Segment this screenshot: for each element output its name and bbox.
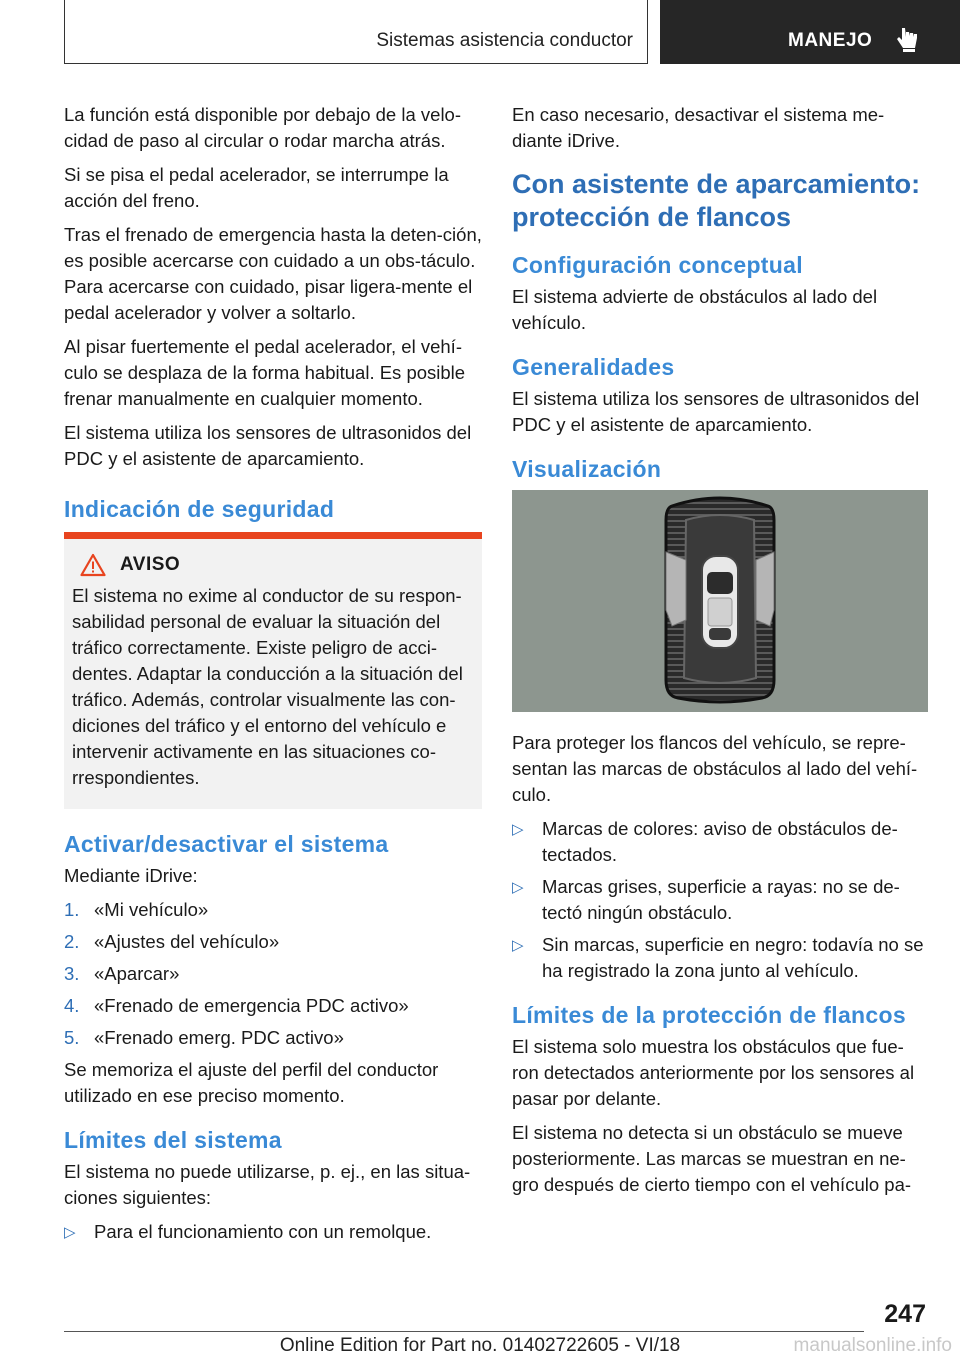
list-item xyxy=(64,1025,482,1051)
step-text: «Mi vehículo» xyxy=(94,899,209,920)
list-item xyxy=(512,874,930,926)
bullet-text: Sin marcas, superficie en negro: todavía no se ha registrado la zona junto al vehículo. xyxy=(542,934,924,981)
limits-heading: Límites del sistema xyxy=(64,1127,282,1153)
parking-display-image xyxy=(512,490,928,712)
flank-protection-heading: Con asistente de aparcamiento: protección de flancos xyxy=(512,169,921,232)
step-text: «Frenado emerg. PDC activo» xyxy=(94,1027,344,1048)
limits-text: El sistema no puede utilizarse, p. ej., en las situa-ciones siguientes: xyxy=(64,1161,471,1208)
paragraph: El sistema utiliza los sensores de ultrasonidos del PDC y el asistente de aparcamiento. xyxy=(64,422,472,469)
paragraph: El sistema no detecta si un obstáculo se mueve posteriormente. Las marcas se muestran en ne-gro después de cierto tiempo con el vehículo pa- xyxy=(512,1122,912,1195)
concept-text: El sistema advierte de obstáculos al lado del vehículo. xyxy=(512,286,878,333)
warning-title-row xyxy=(72,553,474,577)
warning-title: AVISO xyxy=(120,554,181,575)
step-number: 5. xyxy=(64,1027,80,1048)
paragraph: En caso necesario, desactivar el sistema me-diante iDrive. xyxy=(512,104,885,151)
bullet-triangle-icon: ▷ xyxy=(512,937,524,954)
right-column xyxy=(512,102,930,1206)
general-heading: Generalidades xyxy=(512,354,675,380)
header-section-box xyxy=(64,0,648,64)
paragraph: La función está disponible por debajo de la velo-cidad de paso al circular o rodar marcha atrás. xyxy=(64,104,462,151)
display-text: Para proteger los flancos del vehículo, se repre-sentan las marcas de obstáculos al lado del vehí-culo. xyxy=(512,732,918,805)
chapter-tab xyxy=(660,0,960,64)
warning-text: El sistema no exime al conductor de su respon-sabilidad personal de evaluar la situación del tráfico correctamente. Existe peligro de acci-dentes. Adaptar la conducción a la situación del tráfico. Además, controlar visualmente las con-diciones del tráfico y el entorno del vehículo e intervenir activamente en las situaciones co-rrespondientes. xyxy=(72,585,463,788)
general-text: El sistema utiliza los sensores de ultrasonidos del PDC y el asistente de aparcamiento. xyxy=(512,388,920,435)
steps-list xyxy=(64,897,482,1051)
bullet-triangle-icon: ▷ xyxy=(512,879,524,896)
left-column xyxy=(64,102,482,1252)
bullet-text: Marcas de colores: aviso de obstáculos de-tectados. xyxy=(542,818,898,865)
activate-heading: Activar/desactivar el sistema xyxy=(64,831,389,857)
edition-text: Online Edition for Part no. 01402722605 - VI/18 xyxy=(279,1335,681,1356)
parking-display-graphic xyxy=(512,490,928,712)
chapter-title: MANEJO xyxy=(788,30,873,51)
step-text: «Ajustes del vehículo» xyxy=(94,931,280,952)
concept-heading: Configuración conceptual xyxy=(512,252,803,278)
display-heading: Visualización xyxy=(512,456,662,482)
limits-list xyxy=(64,1219,482,1246)
list-item xyxy=(64,993,482,1019)
step-number: 4. xyxy=(64,995,80,1016)
list-item xyxy=(512,932,930,984)
bullet-text: Para el funcionamiento con un remolque. xyxy=(94,1221,432,1242)
activate-intro: Mediante iDrive: xyxy=(64,865,198,886)
step-number: 3. xyxy=(64,963,80,984)
warning-box xyxy=(64,539,482,809)
list-item xyxy=(64,1219,482,1246)
list-item xyxy=(64,929,482,955)
step-number: 1. xyxy=(64,899,80,920)
section-title: Sistemas asistencia conductor xyxy=(376,30,633,51)
list-item xyxy=(64,961,482,987)
memory-text: Se memoriza el ajuste del perfil del conductor utilizado en ese preciso momento. xyxy=(64,1059,439,1106)
watermark: manualsonline.info xyxy=(793,1335,952,1356)
flank-limits-heading: Límites de la protección de flancos xyxy=(512,1002,906,1028)
steering-hand-icon xyxy=(893,24,923,54)
safety-heading: Indicación de seguridad xyxy=(64,496,335,522)
paragraph: Si se pisa el pedal acelerador, se interrumpe la acción del freno. xyxy=(64,164,449,211)
bullet-triangle-icon: ▷ xyxy=(512,821,524,838)
display-list xyxy=(512,816,930,984)
step-text: «Frenado de emergencia PDC activo» xyxy=(94,995,409,1016)
list-item xyxy=(512,816,930,868)
paragraph: Tras el frenado de emergencia hasta la deten-ción, es posible acercarse con cuidado a un obs-táculo. Para acercarse con cuidado, pisar ligera-mente el pedal acelerador y volver a soltarlo. xyxy=(64,224,482,323)
warning-rule xyxy=(64,532,482,539)
paragraph: Al pisar fuertemente el pedal acelerador, el vehí-culo se desplaza de la forma habitual. Es posible frenar manualmente en cualquier momento. xyxy=(64,336,466,409)
step-number: 2. xyxy=(64,931,80,952)
warning-triangle-icon xyxy=(80,553,106,577)
list-item xyxy=(64,897,482,923)
bullet-triangle-icon: ▷ xyxy=(64,1224,76,1241)
bullet-text: Marcas grises, superficie a rayas: no se de-tectó ningún obstáculo. xyxy=(542,876,900,923)
page-number: 247 xyxy=(884,1300,926,1328)
step-text: «Aparcar» xyxy=(94,963,180,984)
footer-rule xyxy=(64,1331,864,1332)
paragraph: El sistema solo muestra los obstáculos que fue-ron detectados anteriormente por los sensores al pasar por delante. xyxy=(512,1036,915,1109)
